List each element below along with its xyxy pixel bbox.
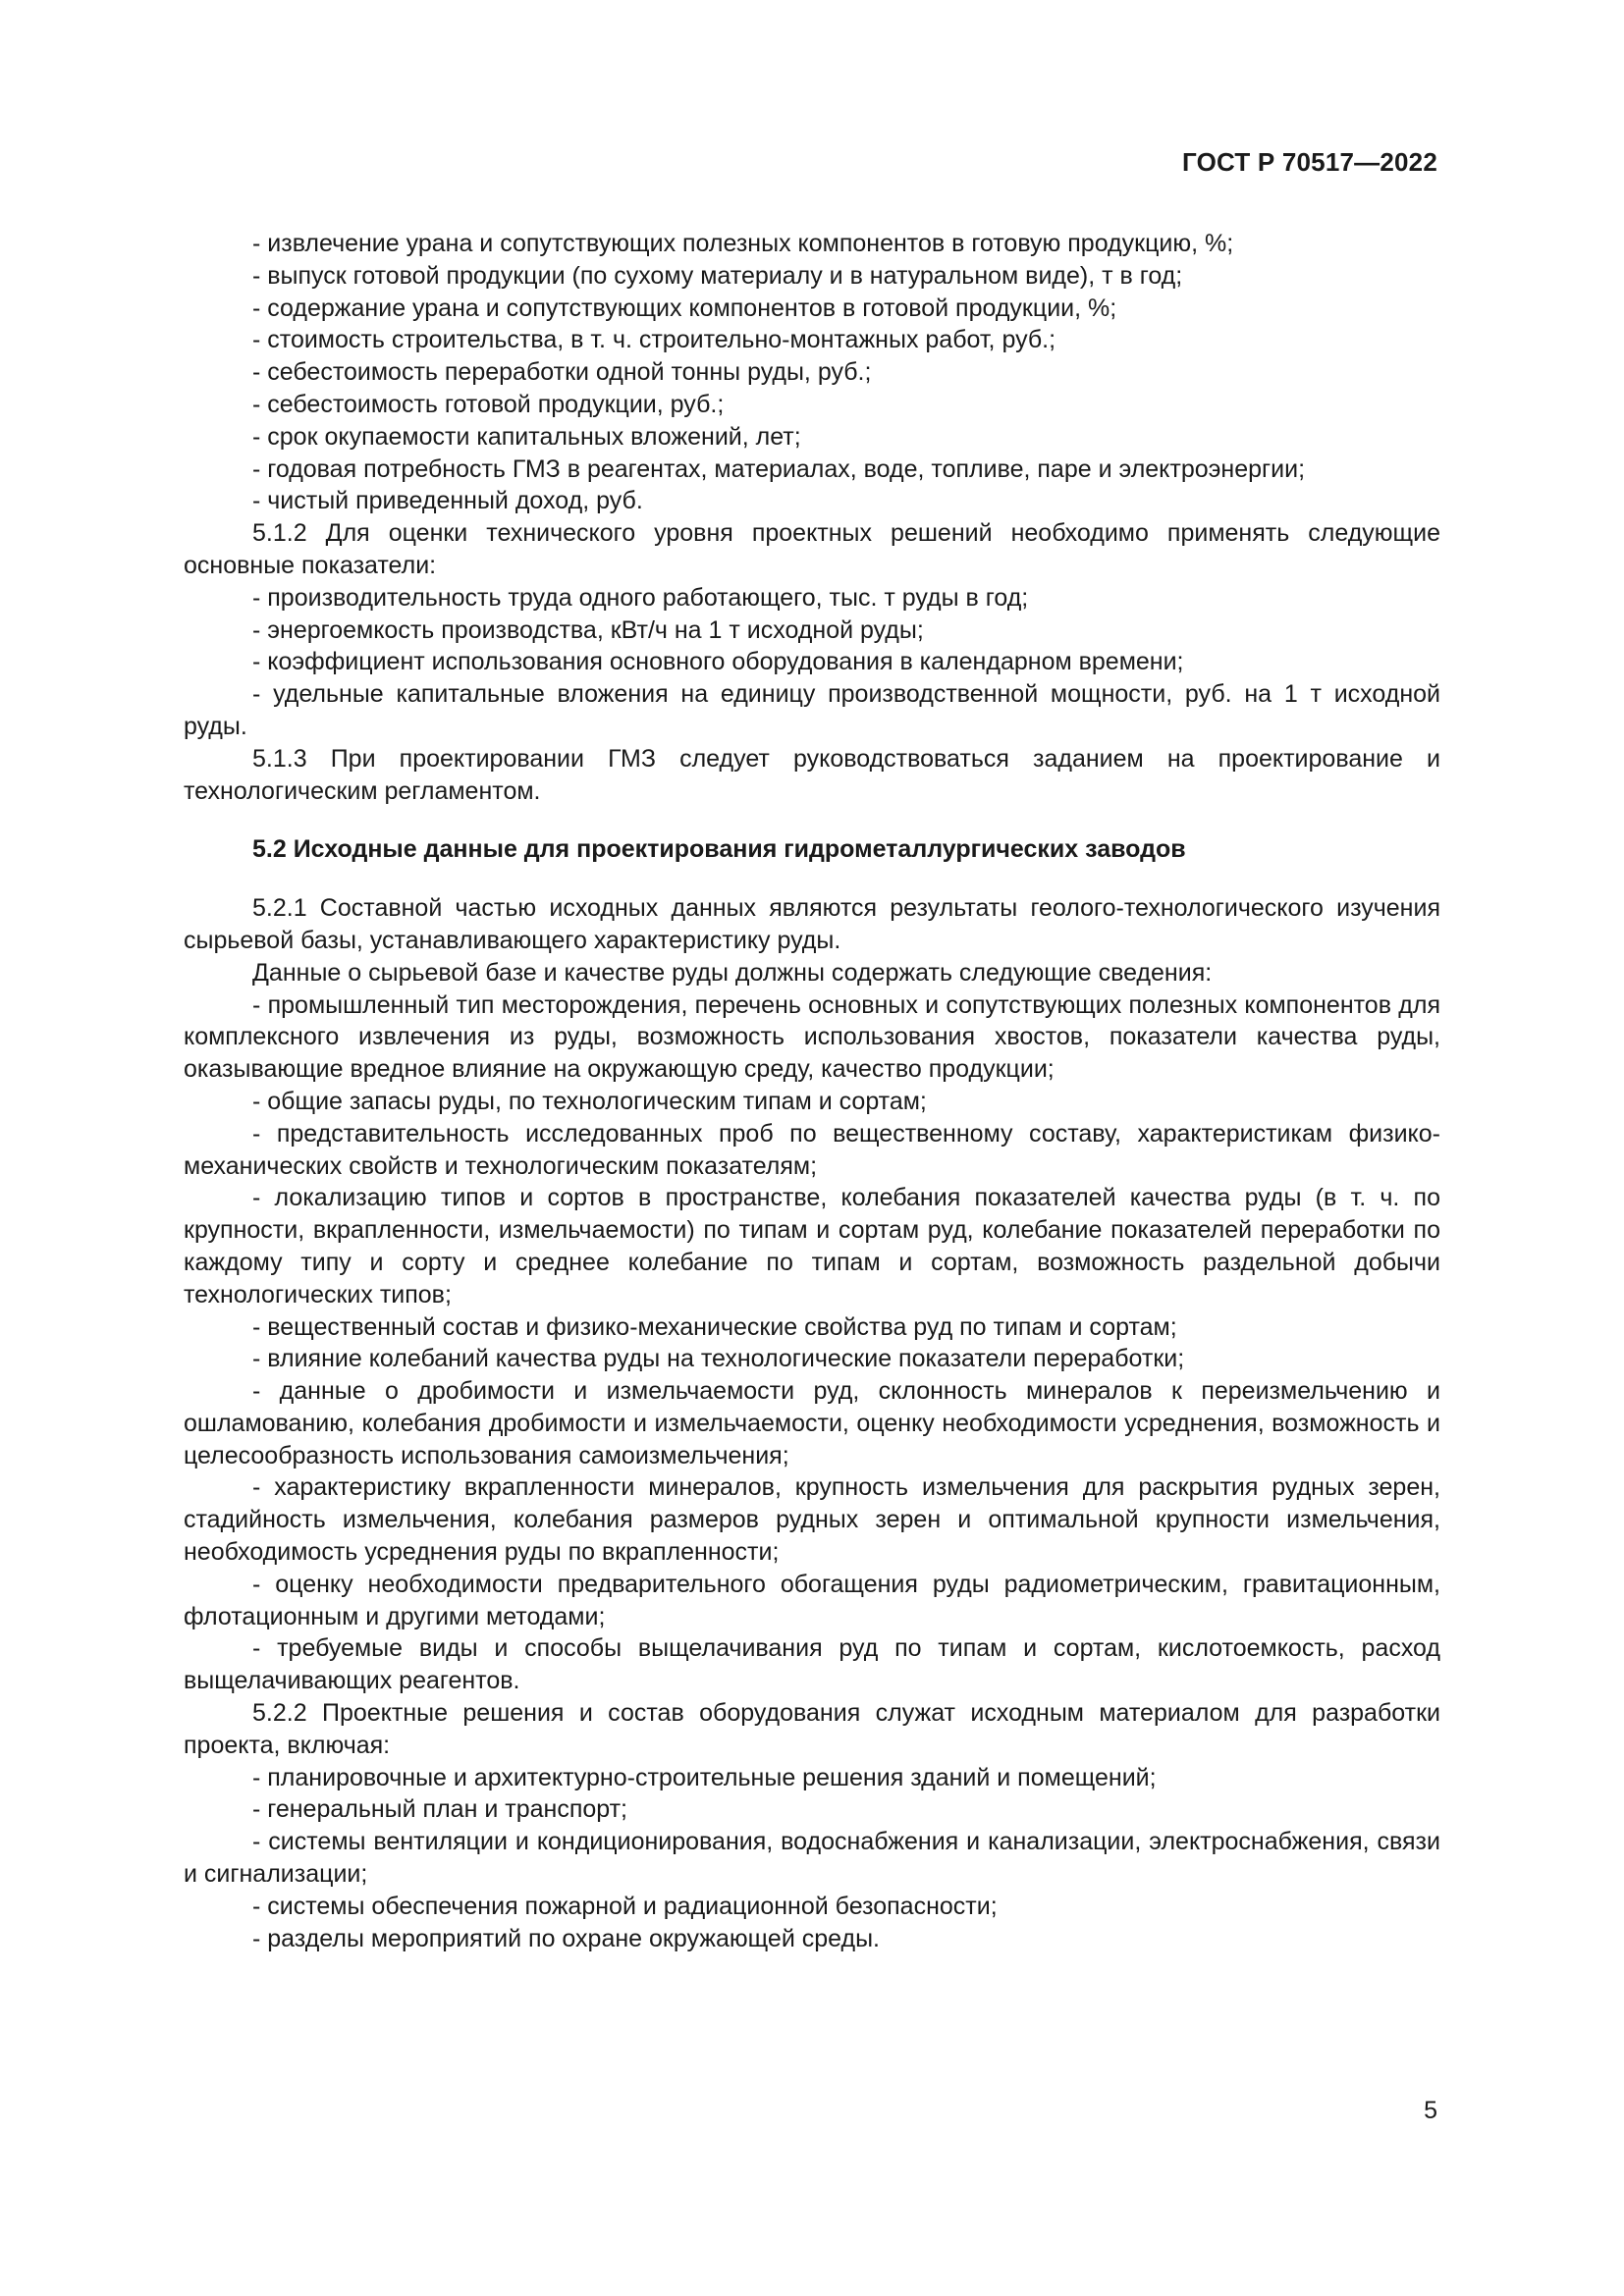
paragraph: - чистый приведенный доход, руб. — [252, 487, 643, 515]
paragraph: - энергоемкость производства, кВт/ч на 1 т исходной руды; — [252, 615, 924, 644]
paragraph: 5.1.2 Для оценки технического уровня проектных решений необходимо применять следующие основные показатели: — [184, 519, 1440, 579]
paragraph: - производительность труда одного работающего, тыс. т руды в год; — [252, 583, 1029, 612]
paragraph: - требуемые виды и способы выщелачивания руд по типам и сортам, кислотоемкость, расход выщелачивающих реагентов. — [184, 1634, 1440, 1695]
paragraph: - содержание урана и сопутствующих компонентов в готовой продукции, %; — [252, 294, 1117, 322]
paragraph: - системы обеспечения пожарной и радиационной безопасности; — [252, 1892, 998, 1920]
document-code: ГОСТ Р 70517—2022 — [1182, 147, 1437, 177]
paragraph: - коэффициент использования основного оборудования в календарном времени; — [252, 648, 1184, 676]
paragraph: - влияние колебаний качества руды на технологические показатели переработки; — [252, 1345, 1185, 1373]
section-heading: 5.2 Исходные данные для проектирования гидрометаллургических заводов — [252, 835, 1186, 864]
paragraph: - извлечение урана и сопутствующих полезных компонентов в готовую продукцию, %; — [252, 230, 1234, 257]
paragraph: - стоимость строительства, в т. ч. строительно-монтажных работ, руб.; — [252, 326, 1056, 354]
paragraph: - себестоимость готовой продукции, руб.; — [252, 390, 725, 418]
paragraph: - характеристику вкрапленности минералов, крупность измельчения для раскрытия рудных зерен, стадийность измельчения, колебания размеров рудных зерен и оптимальной крупности измельчения, необходимость усреднения руды по вкрапленности; — [184, 1473, 1440, 1567]
paragraph: 5.1.3 При проектировании ГМЗ следует руководствоваться заданием на проектирование и технологическим регламентом. — [184, 744, 1440, 805]
paragraph: - срок окупаемости капитальных вложений, лет; — [252, 422, 801, 451]
paragraph: - удельные капитальные вложения на единицу производственной мощности, руб. на 1 т исходной руды. — [184, 680, 1440, 740]
paragraph: Данные о сырьевой базе и качестве руды должны содержать следующие сведения: — [252, 958, 1213, 987]
paragraph: 5.2.1 Составной частью исходных данных являются результаты геолого-технологического изучения сырьевой базы, устанавливающего характеристику руды. — [184, 894, 1440, 954]
paragraph: - системы вентиляции и кондиционирования, водоснабжения и канализации, электроснабжения, связи и сигнализации; — [184, 1828, 1440, 1889]
paragraph: - генеральный план и транспорт; — [252, 1795, 628, 1824]
paragraph: - оценку необходимости предварительного обогащения руды радиометрическим, гравитационным, флотационным и другими методами; — [184, 1570, 1440, 1630]
paragraph: 5.2.2 Проектные решения и состав оборудования служат исходным материалом для разработки проекта, включая: — [184, 1699, 1440, 1759]
paragraph: - представительность исследованных проб по вещественному составу, характеристикам физико-механических свойств и технологическим показателям; — [184, 1119, 1440, 1180]
paragraph: - локализацию типов и сортов в пространстве, колебания показателей качества руды (в т. ч. по крупности, вкрапленности, измельчаемости) по типам и сортам руд, колебание показателей переработки по каждому типу и сорту и среднее колебание по типам и сортам, возможность раздельной добычи технологических типов; — [184, 1184, 1440, 1308]
paragraph: - планировочные и архитектурно-строительные решения зданий и помещений; — [252, 1763, 1157, 1791]
paragraph: - вещественный состав и физико-механические свойства руд по типам и сортам; — [252, 1312, 1177, 1341]
paragraph: - данные о дробимости и измельчаемости руд, склонность минералов к переизмельчению и ошламованию, колебания дробимости и измельчаемости, оценку необходимости усреднения, возможность и целесообразность использования самоизмельчения; — [184, 1377, 1440, 1469]
document-body — [184, 228, 1440, 1954]
paragraph: - годовая потребность ГМЗ в реагентах, материалах, воде, топливе, паре и электроэнергии; — [252, 454, 1306, 483]
paragraph: - разделы мероприятий по охране окружающей среды. — [252, 1924, 881, 1952]
paragraph: - выпуск готовой продукции (по сухому материалу и в натуральном виде), т в год; — [252, 261, 1183, 290]
paragraph: - промышленный тип месторождения, перечень основных и сопутствующих полезных компонентов для комплексного извлечения из руды, возможность использования хвостов, показатели качества руды, оказывающие вредное влияние на окружающую среду, качество продукции; — [184, 990, 1440, 1084]
paragraph: - общие запасы руды, по технологическим типам и сортам; — [252, 1087, 927, 1115]
page-number: 5 — [1424, 2097, 1437, 2124]
paragraph: - себестоимость переработки одной тонны руды, руб.; — [252, 358, 872, 387]
